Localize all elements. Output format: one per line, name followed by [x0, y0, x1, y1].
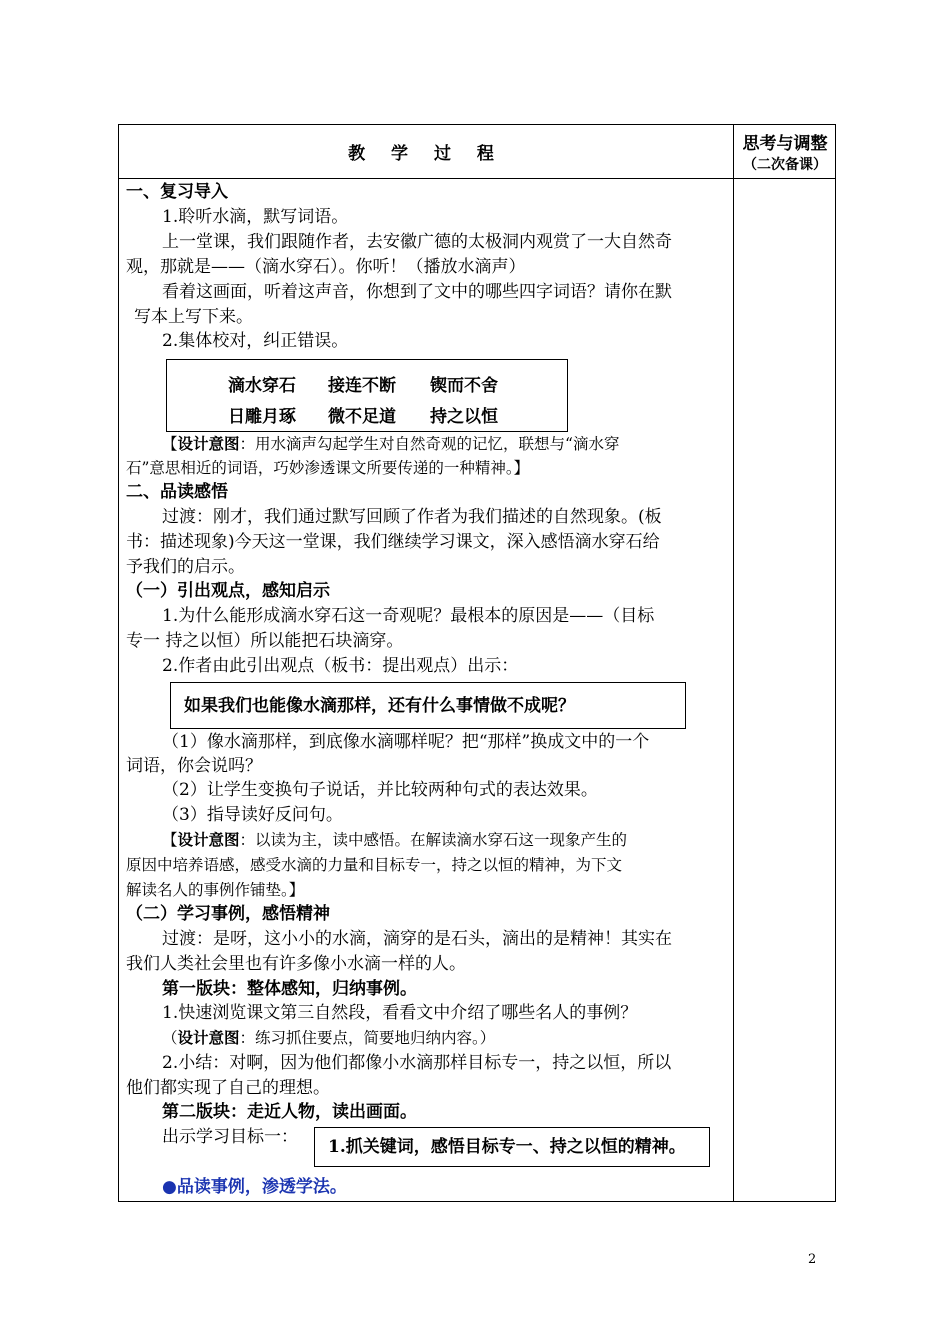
design-intent: 石”意思相近的词语，巧妙渗透课文所要传递的一种精神。】: [126, 459, 530, 477]
body-line: 过渡：是呀，这小小的水滴，滴穿的是石头，滴出的是精神！其实在: [162, 929, 672, 949]
design-intent: 原因中培养语感，感受水滴的力量和目标专一，持之以恒的精神，为下文: [126, 856, 623, 874]
body-line: 看着这画面，听着这声音，你想到了文中的哪些四字词语？请你在默: [162, 282, 672, 302]
section-heading: 二、品读感悟: [126, 482, 228, 502]
body-line: 出示学习目标一：: [162, 1127, 298, 1147]
body-line: 过渡：刚才，我们通过默写回顾了作者为我们描述的自然现象。(板: [162, 507, 662, 527]
design-intent-label: 设计意图: [177, 1028, 240, 1047]
column-divider: [733, 125, 734, 1201]
section-heading: 一、复习导入: [126, 182, 228, 202]
design-intent: 【设计意图：用水滴声勾起学生对自然奇观的记忆，联想与“滴水穿: [162, 434, 620, 453]
design-intent-label: 设计意图: [177, 434, 240, 453]
body-line: 1.聆听水滴，默写词语。: [162, 207, 349, 227]
body-line: 专一 持之以恒）所以能把石块滴穿。: [126, 631, 404, 651]
highlight-line: ●品读事例，渗透学法。: [162, 1177, 347, 1197]
subsection-heading: （二）学习事例，感悟精神: [126, 904, 330, 924]
body-line: 2.集体校对，纠正错误。: [162, 331, 349, 351]
word: 滴水穿石: [228, 376, 296, 396]
word: 日雕月琢: [228, 407, 296, 427]
block-heading: 第一版块：整体感知，归纳事例。: [162, 979, 417, 999]
design-intent: 【设计意图：以读为主，读中感悟。在解读滴水穿石这一现象产生的: [162, 830, 628, 849]
body-line: 他们都实现了自己的理想。: [126, 1078, 330, 1098]
word: 锲而不舍: [430, 376, 498, 396]
goal-text: 1.抓关键词，感悟目标专一、持之以恒的精神。: [328, 1137, 686, 1157]
body-line: 2.作者由此引出观点（板书：提出观点）出示：: [162, 656, 519, 676]
design-intent: （设计意图：练习抓住要点，简要地归纳内容。）: [162, 1028, 496, 1047]
word: 持之以恒: [430, 407, 498, 427]
word: 接连不断: [328, 376, 396, 396]
header-reflection: 思考与调整: [742, 134, 828, 154]
body-line: （2）让学生变换句子说话，并比较两种句式的表达效果。: [162, 780, 598, 800]
body-line: 予我们的启示。: [126, 557, 245, 577]
body-line: （1）像水滴那样，到底像水滴哪样呢？把“那样”换成文中的一个: [162, 732, 650, 752]
body-line: 上一堂课，我们跟随作者，去安徽广德的太极洞内观赏了一大自然奇: [162, 232, 672, 252]
word: 微不足道: [328, 407, 396, 427]
design-intent-label: 设计意图: [177, 830, 240, 849]
body-line: 2.小结：对啊，因为他们都像小水滴那样目标专一，持之以恒，所以: [162, 1053, 672, 1073]
design-intent: 解读名人的事例作铺垫。】: [126, 881, 305, 899]
body-line: 词语，你会说吗？: [126, 756, 262, 776]
body-line: 1.快速浏览课文第三自然段，看看文中介绍了哪些名人的事例？: [162, 1003, 638, 1023]
body-line: 书：描述现象)今天这一堂课，我们继续学习课文，深入感悟滴水穿石给: [126, 532, 660, 552]
header-second-prep: （二次备课）: [743, 157, 827, 173]
quote-text: 如果我们也能像水滴那样，还有什么事情做不成呢？: [184, 696, 575, 716]
body-line: 写本上写下来。: [134, 307, 253, 327]
block-heading: 第二版块：走近人物，读出画面。: [162, 1102, 417, 1122]
body-line: 观，那就是——（滴水穿石）。你听！（播放水滴声）: [126, 257, 526, 277]
page-number: 2: [808, 1252, 817, 1267]
header-divider: [119, 178, 835, 179]
body-line: （3）指导读好反问句。: [162, 805, 343, 825]
header-teaching-process: 教 学 过 程: [348, 144, 504, 164]
body-line: 1.为什么能形成滴水穿石这一奇观呢？最根本的原因是——（目标: [162, 606, 655, 626]
subsection-heading: （一）引出观点，感知启示: [126, 581, 330, 601]
body-line: 我们人类社会里也有许多像小水滴一样的人。: [126, 954, 466, 974]
